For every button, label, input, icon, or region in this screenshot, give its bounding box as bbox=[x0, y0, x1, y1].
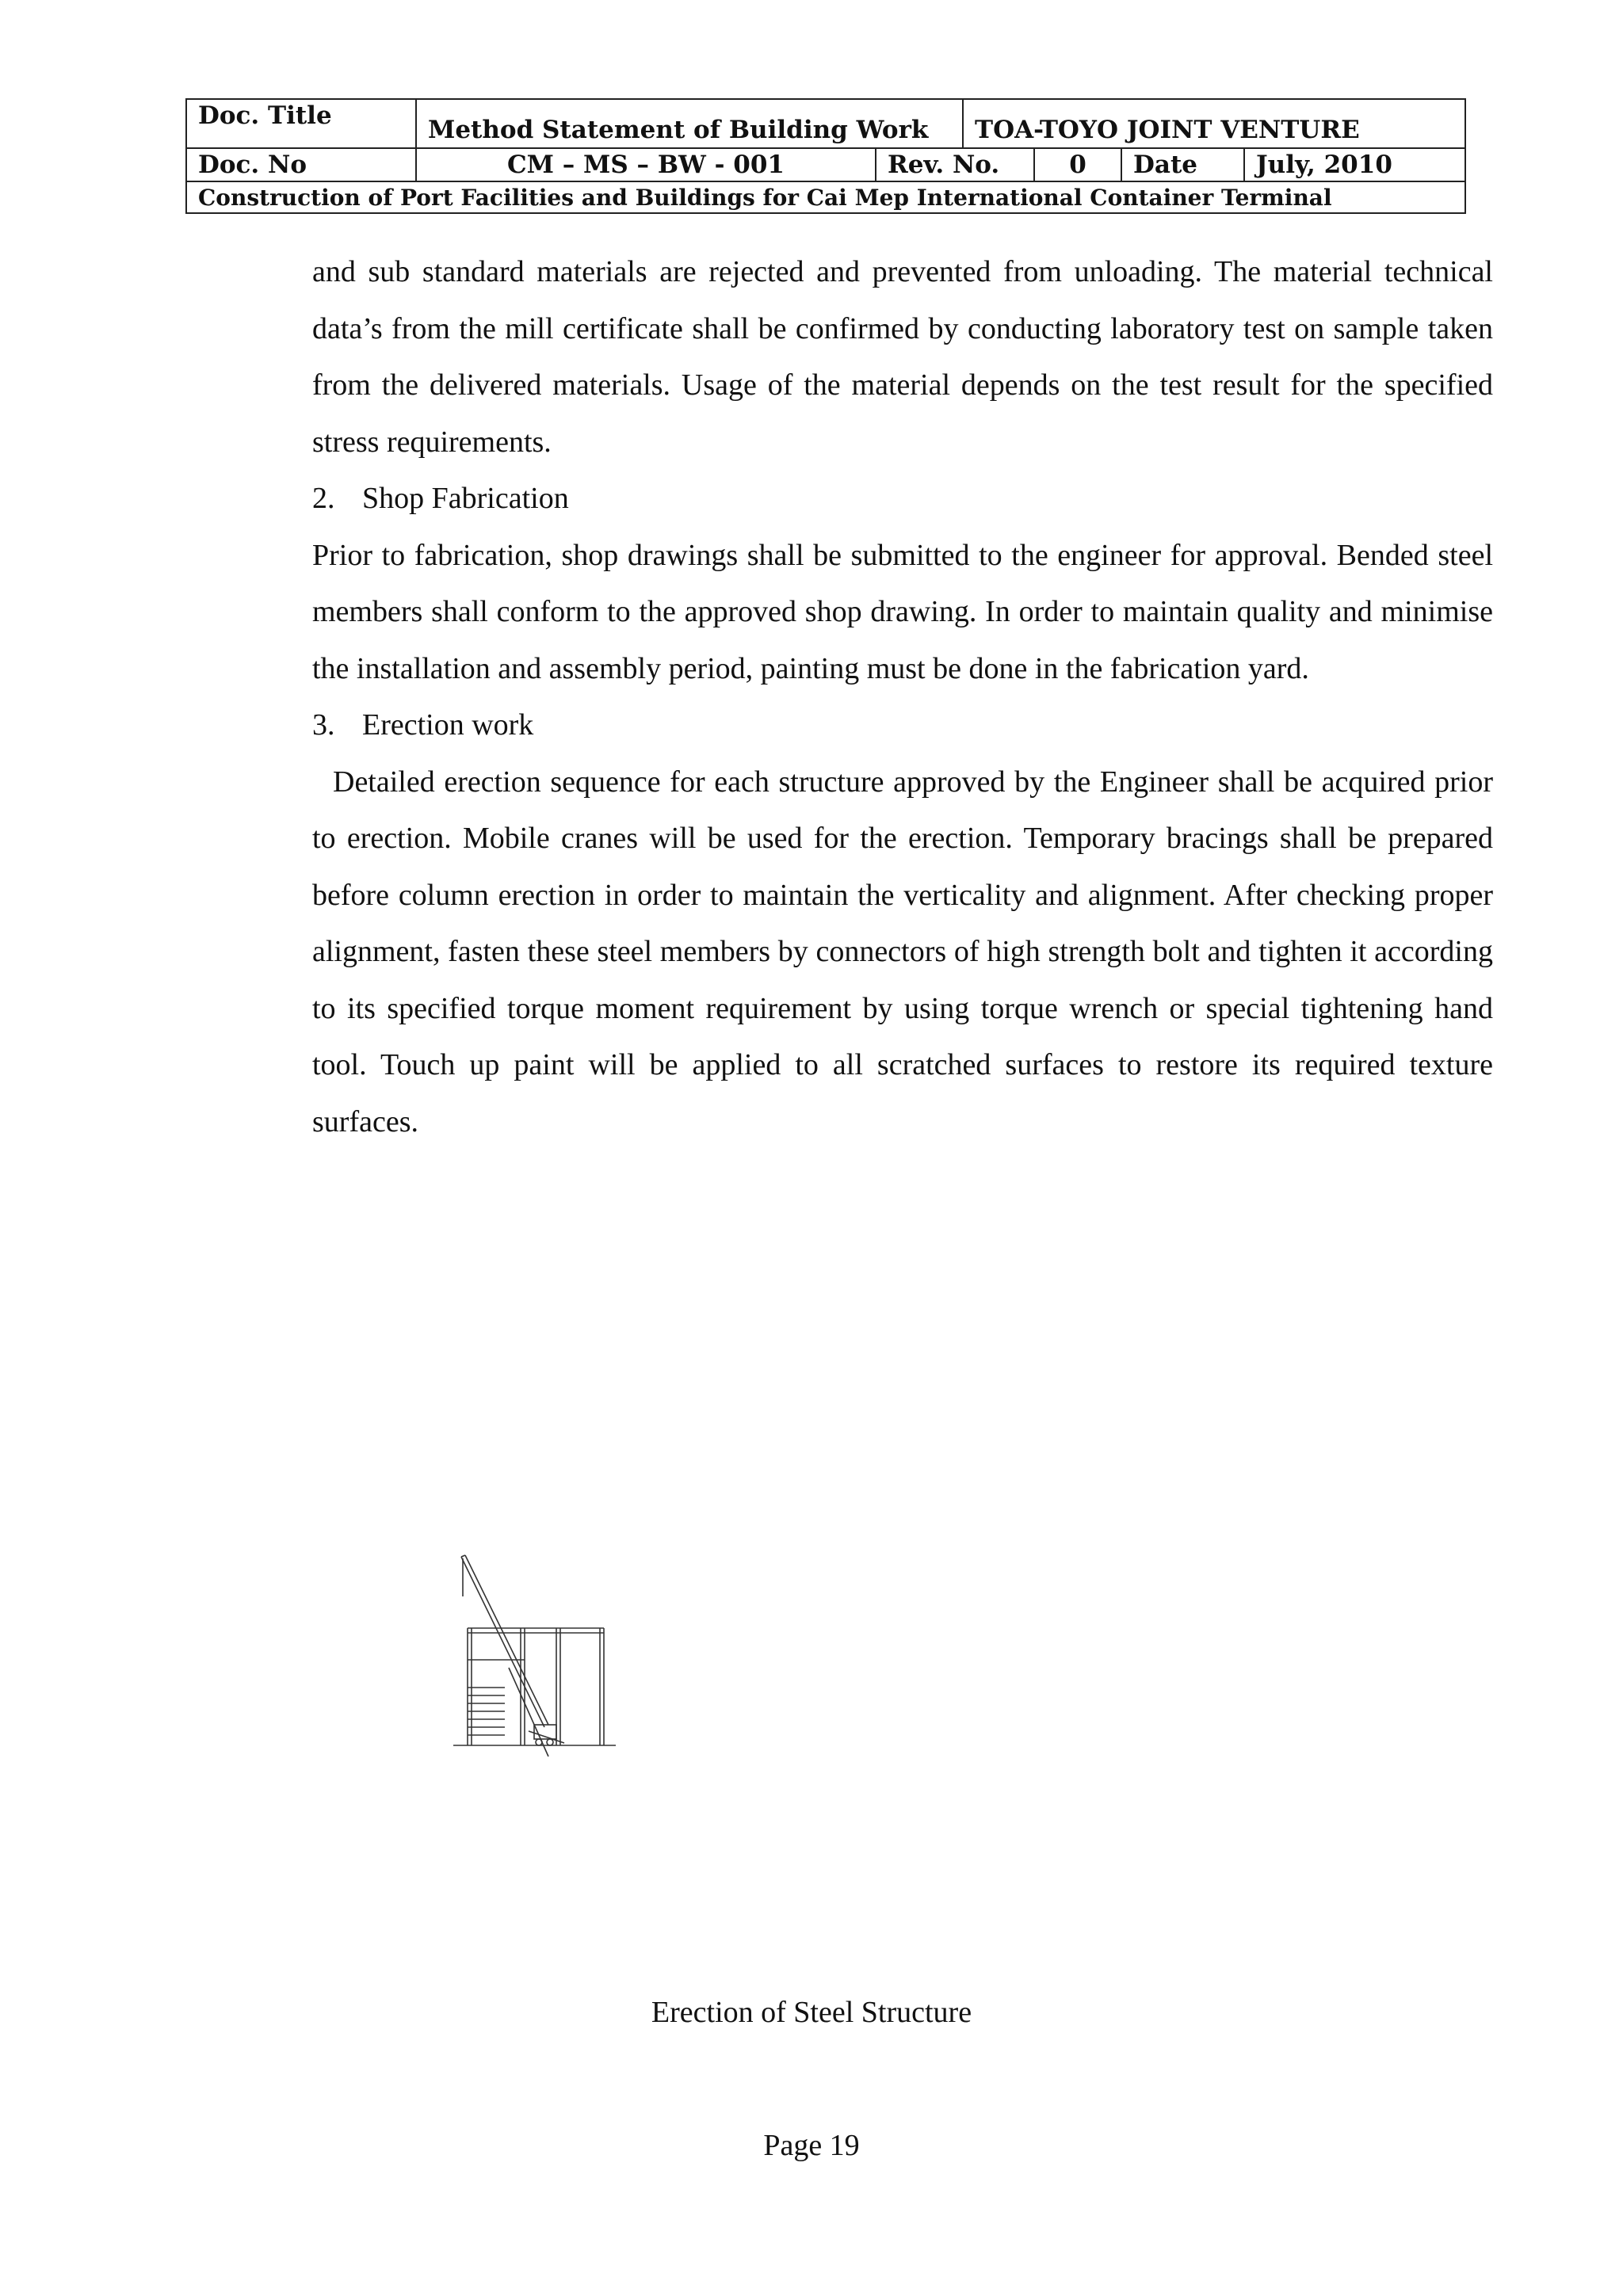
header-row-title bbox=[187, 100, 1465, 149]
section-number: 2. bbox=[312, 482, 335, 515]
header-row-project bbox=[187, 182, 1465, 212]
doc-no-value: CM – MS – BW - 001 bbox=[417, 149, 876, 181]
paragraph-erection-work: Detailed erection sequence for each structure approved by the Engineer shall be acquired prior to erection. Mobile cranes will be used for the erection. Temporary bracings shall be prepared before column erection in order to maintain the verticality and alignment. After checking proper alignment, fasten these steel members by connectors of high strength bolt and tighten it according to its specified torque moment requirement by using torque wrench or special tightening hand tool. Touch up paint will be applied to all scratched surfaces to restore its required texture surfaces. bbox=[312, 765, 1493, 1138]
document-body bbox=[312, 244, 1493, 1150]
steel-erection-drawing bbox=[445, 1549, 628, 1763]
date-value: July, 2010 bbox=[1256, 151, 1392, 179]
rev-label: Rev. No. bbox=[876, 149, 1035, 181]
document-header-table bbox=[185, 98, 1466, 214]
section-heading-erection-work bbox=[312, 697, 1493, 754]
rev-value: 0 bbox=[1035, 149, 1122, 181]
doc-title-label: Doc. Title bbox=[187, 100, 417, 147]
doc-title-value: Method Statement of Building Work bbox=[417, 100, 964, 147]
paragraph-shop-fabrication: Prior to fabrication, shop drawings shall be submitted to the engineer for approval. Bended steel members shall conform to the approved shop drawing. In order to maintain quality and minimise the installation and assembly period, painting must be done in the fabrication yard. bbox=[312, 538, 1493, 685]
section-title: Shop Fabrication bbox=[362, 482, 569, 515]
paragraph-materials: and sub standard materials are rejected and prevented from unloading. The material technical data’s from the mill certificate shall be confirmed by conducting laboratory test on sample taken from the delivered materials. Usage of the material depends on the test result for the specified stress requirements. bbox=[312, 255, 1493, 459]
section-number: 3. bbox=[312, 708, 335, 742]
header-row-docno bbox=[187, 149, 1465, 182]
page-number: Page 19 bbox=[763, 2129, 860, 2162]
project-name: Construction of Port Facilities and Buildings for Cai Mep International Container Terminal bbox=[198, 184, 1332, 211]
section-heading-shop-fabrication bbox=[312, 471, 1493, 528]
figure-caption: Erection of Steel Structure bbox=[651, 1996, 972, 2029]
date-label: Date bbox=[1122, 149, 1245, 181]
doc-no-label: Doc. No bbox=[187, 149, 417, 181]
section-title: Erection work bbox=[362, 708, 534, 742]
company-name: TOA-TOYO JOINT VENTURE bbox=[975, 116, 1360, 144]
